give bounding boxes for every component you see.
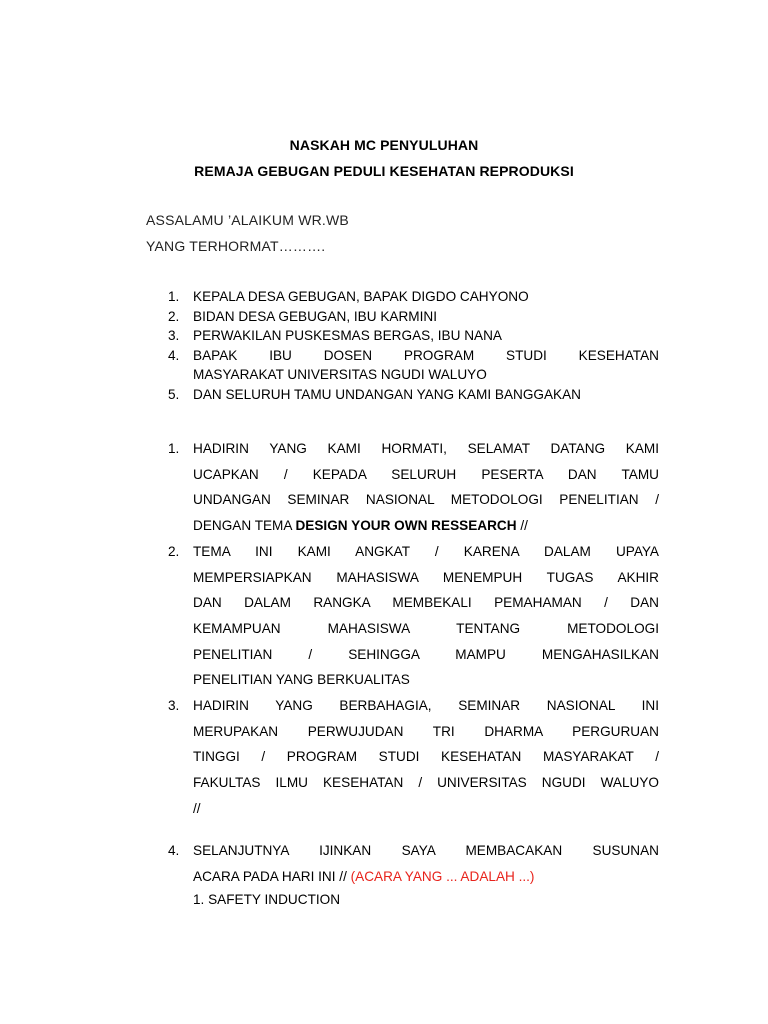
greeting-salam: ASSALAMU ’ALAIKUM WR.WB — [146, 212, 349, 228]
script-points — [168, 436, 659, 822]
point-number: 2. — [168, 543, 180, 559]
point-line — [193, 513, 659, 539]
point-line-suffix: // — [516, 518, 528, 534]
script-point — [168, 838, 659, 889]
guest-text-line: BAPAK IBU DOSEN PROGRAM STUDI KESEHATAN — [193, 347, 659, 363]
guest-text-line: MASYARAKAT UNIVERSITAS NGUDI WALUYO — [193, 367, 487, 382]
document-subtitle: REMAJA GEBUGAN PEDULI KESEHATAN REPRODUKSI — [194, 163, 574, 179]
agenda-item: 1. SAFETY INDUCTION — [193, 892, 341, 907]
point-number: 1. — [168, 441, 180, 456]
point-text — [193, 539, 659, 693]
guest-number: 1. — [168, 289, 180, 304]
guest-item — [168, 346, 659, 385]
greeting-terhormat: YANG TERHORMAT………. — [146, 238, 326, 254]
guest-text — [193, 346, 659, 385]
point-line: MERUPAKAN PERWUJUDAN TRI DHARMA PERGURUAN — [193, 723, 659, 739]
point-line: UNDANGAN SEMINAR NASIONAL METODOLOGI PENELITIAN / — [193, 492, 659, 508]
guest-item — [168, 307, 659, 327]
script-point — [168, 693, 659, 822]
point-line: MEMPERSIAPKAN MAHASISWA MENEMPUH TUGAS AKHIR — [193, 569, 659, 585]
point-text — [193, 838, 659, 889]
point-number: 4. — [168, 843, 180, 858]
guest-number: 2. — [168, 308, 180, 324]
guest-text: PERWAKILAN PUSKESMAS BERGAS, IBU NANA — [193, 328, 502, 343]
point-line: SELANJUTNYA IJINKAN SAYA MEMBACAKAN SUSUNAN — [193, 843, 659, 858]
point-line: TINGGI / PROGRAM STUDI KESEHATAN MASYARAKAT / — [193, 749, 659, 765]
point-text — [193, 693, 659, 822]
guest-text: KEPALA DESA GEBUGAN, BAPAK DIGDO CAHYONO — [193, 289, 529, 304]
guest-text: BIDAN DESA GEBUGAN, IBU KARMINI — [193, 308, 437, 324]
point-line — [193, 864, 659, 890]
point-line: FAKULTAS ILMU KESEHATAN / UNIVERSITAS NGUDI WALUYO — [193, 775, 659, 791]
guest-number: 5. — [168, 386, 180, 402]
point-line: TEMA INI KAMI ANGKAT / KARENA DALAM UPAYA — [193, 543, 659, 559]
point-line-prefix: ACARA PADA HARI INI // — [193, 868, 351, 884]
point-line: // — [193, 800, 201, 816]
seminar-theme: DESIGN YOUR OWN RESSEARCH — [295, 518, 517, 534]
document-title: NASKAH MC PENYULUHAN — [289, 137, 479, 153]
point-line: PENELITIAN / SEHINGGA MAMPU MENGAHASILKAN — [193, 646, 659, 662]
point-text — [193, 436, 659, 539]
guest-text: DAN SELURUH TAMU UNDANGAN YANG KAMI BANGGAKAN — [193, 386, 581, 402]
agenda-placeholder-note: (ACARA YANG ... ADALAH ...) — [350, 868, 535, 884]
point-line: HADIRIN YANG BERBAHAGIA, SEMINAR NASIONAL INI — [193, 698, 659, 714]
point-line: UCAPKAN / KEPADA SELURUH PESERTA DAN TAMU — [193, 466, 659, 482]
script-points-continued — [168, 838, 659, 889]
script-point — [168, 436, 659, 539]
guest-number: 4. — [168, 347, 180, 363]
guest-list — [168, 287, 659, 404]
guest-item — [168, 287, 659, 307]
point-line: DAN DALAM RANGKA MEMBEKALI PEMAHAMAN / DAN — [193, 595, 659, 611]
point-number: 3. — [168, 698, 180, 714]
guest-item — [168, 385, 659, 405]
script-point — [168, 539, 659, 693]
point-line: PENELITIAN YANG BERKUALITAS — [193, 672, 410, 688]
guest-number: 3. — [168, 328, 180, 343]
point-line: HADIRIN YANG KAMI HORMATI, SELAMAT DATANG KAMI — [193, 441, 659, 456]
point-line: KEMAMPUAN MAHASISWA TENTANG METODOLOGI — [193, 620, 659, 636]
point-line-prefix: DENGAN TEMA — [193, 518, 296, 534]
guest-item — [168, 326, 659, 346]
